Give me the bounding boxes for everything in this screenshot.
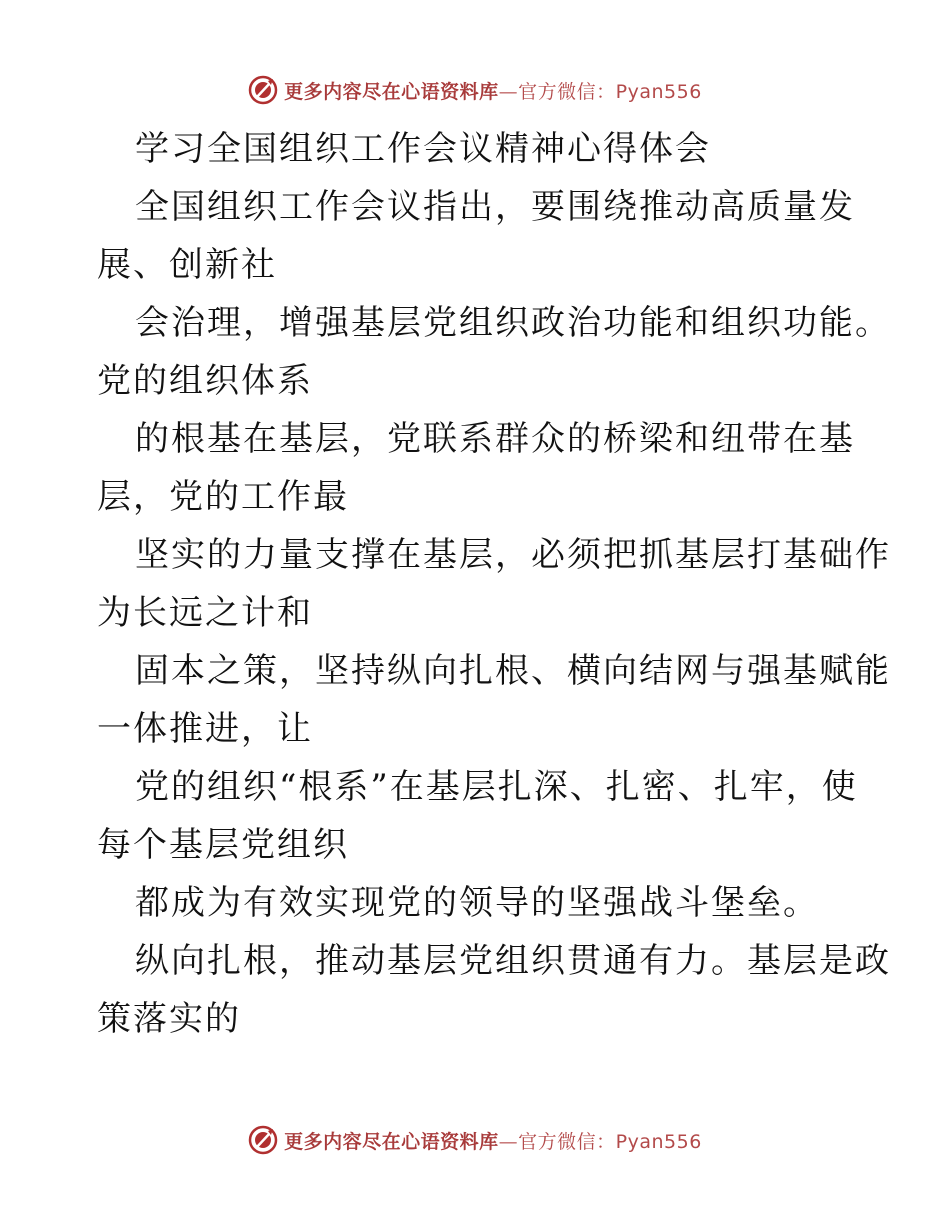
watermark-banner-bottom [0,1120,950,1160]
red-seal-logo-icon [248,1125,278,1155]
paragraph-line: 纵向扎根，推动基层党组织贯通有力。基层是政 [135,941,891,981]
paragraph-line: 每个基层党组织 [97,825,349,865]
watermark-label: 更多内容尽在心语资料库 [284,80,499,103]
paragraph-line: 全国组织工作会议指出，要围绕推动高质量发 [135,187,855,227]
paragraph-line: 为长远之计和 [97,593,313,633]
paragraph-line: 展、创新社 [97,245,277,285]
paragraph-line: 一体推进，让 [97,709,313,749]
document-body [97,120,891,1048]
paragraph-line: 坚实的力量支撑在基层，必须把抓基层打基础作 [135,535,891,575]
paragraph-line: 固本之策，坚持纵向扎根、横向结网与强基赋能 [135,651,891,691]
watermark-separator: — [498,80,519,103]
paragraph-line: 策落实的 [97,999,241,1039]
paragraph-line: 会治理，增强基层党组织政治功能和组织功能。 [135,303,891,343]
paragraph-line: 党的组织“根系”在基层扎深、扎密、扎牢，使 [135,767,858,807]
watermark-contact: 官方微信：Pyan556 [518,80,702,103]
watermark-label: 更多内容尽在心语资料库 [284,1130,499,1153]
watermark-banner-top [0,70,950,110]
watermark-contact: 官方微信：Pyan556 [518,1130,702,1153]
paragraph-line: 的根基在基层，党联系群众的桥梁和纽带在基 [135,419,855,459]
watermark-text [284,77,702,104]
watermark-separator: — [498,1130,519,1153]
paragraph-line: 都成为有效实现党的领导的坚强战斗堡垒。 [135,883,819,923]
paragraph-line: 层，党的工作最 [97,477,349,517]
paragraph-line: 党的组织体系 [97,361,313,401]
document-title: 学习全国组织工作会议精神心得体会 [135,129,711,169]
red-seal-logo-icon [248,75,278,105]
watermark-text [284,1127,702,1154]
